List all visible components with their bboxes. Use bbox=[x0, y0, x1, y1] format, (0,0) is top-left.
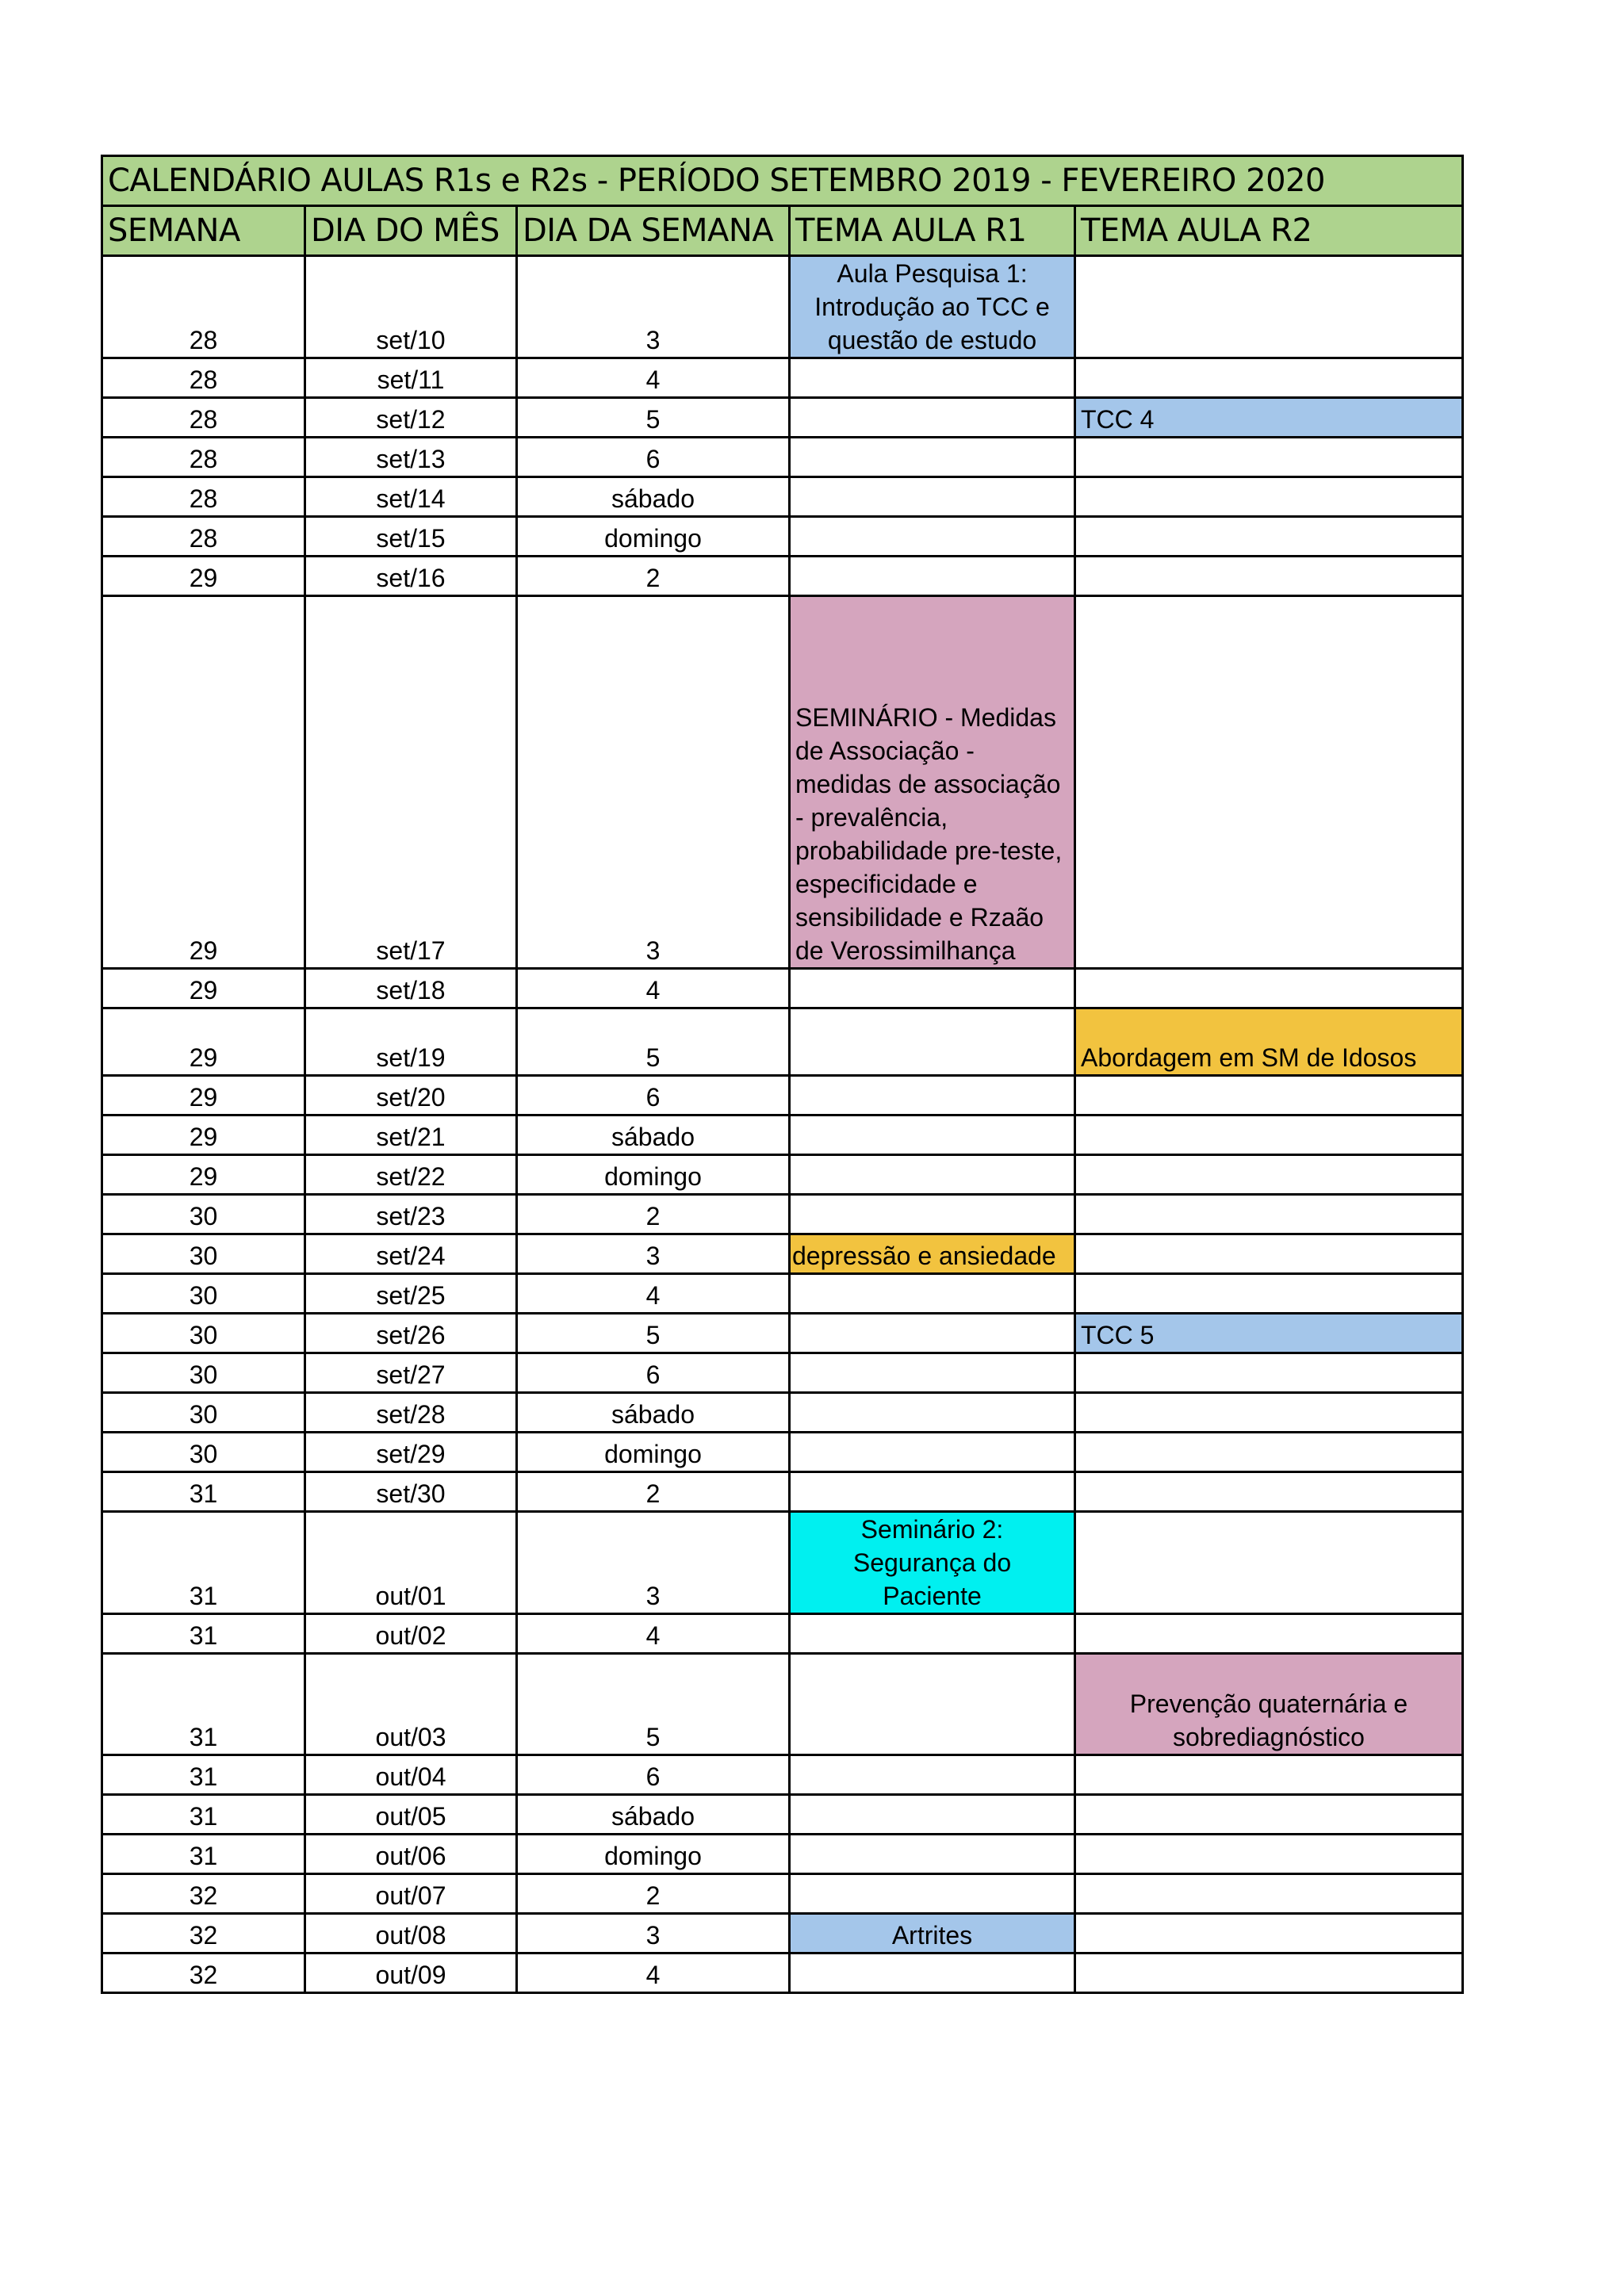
tema-r2-cell bbox=[1075, 1155, 1463, 1195]
tema-r2-cell bbox=[1075, 1195, 1463, 1234]
dia-semana-cell: sábado bbox=[517, 477, 790, 517]
tema-r2-cell bbox=[1075, 477, 1463, 517]
tema-r2-cell bbox=[1075, 1274, 1463, 1314]
table-row bbox=[102, 358, 1463, 398]
dia-mes-cell: set/25 bbox=[305, 1274, 517, 1314]
tema-r1-cell bbox=[790, 398, 1075, 438]
dia-mes-cell: set/14 bbox=[305, 477, 517, 517]
dia-mes-cell: set/21 bbox=[305, 1115, 517, 1155]
table-row bbox=[102, 1835, 1463, 1874]
semana-cell: 31 bbox=[102, 1654, 305, 1755]
tema-r1-cell: Artrites bbox=[790, 1914, 1075, 1954]
dia-semana-cell: sábado bbox=[517, 1795, 790, 1835]
dia-mes-cell: set/22 bbox=[305, 1155, 517, 1195]
tema-r2-cell: Abordagem em SM de Idosos bbox=[1075, 1008, 1463, 1076]
dia-semana-cell: 6 bbox=[517, 1755, 790, 1795]
tema-r1-cell bbox=[790, 477, 1075, 517]
dia-mes-cell: out/03 bbox=[305, 1654, 517, 1755]
tema-r1-cell bbox=[790, 1433, 1075, 1472]
tema-r1-cell bbox=[790, 517, 1075, 557]
dia-semana-cell: domingo bbox=[517, 1433, 790, 1472]
tema-r1-cell bbox=[790, 1314, 1075, 1353]
title-row bbox=[102, 156, 1463, 206]
dia-semana-cell: 2 bbox=[517, 1472, 790, 1512]
dia-semana-cell: sábado bbox=[517, 1393, 790, 1433]
dia-semana-cell: 3 bbox=[517, 1914, 790, 1954]
dia-mes-cell: set/28 bbox=[305, 1393, 517, 1433]
header-dia-da-semana: DIA DA SEMANA bbox=[517, 206, 790, 256]
semana-cell: 29 bbox=[102, 969, 305, 1008]
dia-mes-cell: out/09 bbox=[305, 1954, 517, 1993]
tema-r2-cell bbox=[1075, 1835, 1463, 1874]
tema-r2-cell bbox=[1075, 1353, 1463, 1393]
semana-cell: 31 bbox=[102, 1755, 305, 1795]
dia-semana-cell: 5 bbox=[517, 1654, 790, 1755]
sheet-title: CALENDÁRIO AULAS R1s e R2s - PERÍODO SETEMBRO 2019 - FEVEREIRO 2020 bbox=[102, 156, 1463, 206]
tema-r2-cell bbox=[1075, 557, 1463, 596]
table-row bbox=[102, 557, 1463, 596]
tema-r1-cell bbox=[790, 1795, 1075, 1835]
dia-semana-cell: domingo bbox=[517, 517, 790, 557]
tema-r2-cell bbox=[1075, 256, 1463, 358]
tema-r1-cell bbox=[790, 1008, 1075, 1076]
table-row bbox=[102, 1314, 1463, 1353]
dia-mes-cell: set/10 bbox=[305, 256, 517, 358]
table-row bbox=[102, 1472, 1463, 1512]
table-row bbox=[102, 1393, 1463, 1433]
header-dia-do-mes: DIA DO MÊS bbox=[305, 206, 517, 256]
semana-cell: 31 bbox=[102, 1835, 305, 1874]
tema-r2-cell bbox=[1075, 1755, 1463, 1795]
dia-semana-cell: sábado bbox=[517, 1115, 790, 1155]
semana-cell: 31 bbox=[102, 1512, 305, 1614]
table-row bbox=[102, 1353, 1463, 1393]
dia-mes-cell: set/26 bbox=[305, 1314, 517, 1353]
dia-semana-cell: domingo bbox=[517, 1835, 790, 1874]
tema-r1-cell bbox=[790, 1654, 1075, 1755]
dia-mes-cell: set/17 bbox=[305, 596, 517, 969]
header-tema-r2: TEMA AULA R2 bbox=[1075, 206, 1463, 256]
semana-cell: 31 bbox=[102, 1472, 305, 1512]
semana-cell: 30 bbox=[102, 1433, 305, 1472]
dia-mes-cell: set/18 bbox=[305, 969, 517, 1008]
tema-r2-cell bbox=[1075, 438, 1463, 477]
dia-mes-cell: set/11 bbox=[305, 358, 517, 398]
tema-r2-cell: Prevenção quaternária e sobrediagnóstico bbox=[1075, 1654, 1463, 1755]
semana-cell: 29 bbox=[102, 557, 305, 596]
dia-semana-cell: 4 bbox=[517, 1954, 790, 1993]
tema-r2-cell bbox=[1075, 1795, 1463, 1835]
table-row bbox=[102, 1795, 1463, 1835]
tema-r2-cell bbox=[1075, 1874, 1463, 1914]
table-row bbox=[102, 1914, 1463, 1954]
tema-r1-cell bbox=[790, 1353, 1075, 1393]
tema-r1-cell: depressão e ansiedade bbox=[790, 1234, 1075, 1274]
dia-mes-cell: set/20 bbox=[305, 1076, 517, 1115]
dia-mes-cell: out/05 bbox=[305, 1795, 517, 1835]
table-row bbox=[102, 1755, 1463, 1795]
table-row bbox=[102, 438, 1463, 477]
tema-r1-cell bbox=[790, 358, 1075, 398]
tema-r1-cell: Seminário 2: Segurança do Paciente bbox=[790, 1512, 1075, 1614]
dia-semana-cell: 3 bbox=[517, 1512, 790, 1614]
table-row bbox=[102, 1614, 1463, 1654]
tema-r1-cell bbox=[790, 1076, 1075, 1115]
tema-r1-cell: Aula Pesquisa 1: Introdução ao TCC e questão de estudo bbox=[790, 256, 1075, 358]
semana-cell: 28 bbox=[102, 358, 305, 398]
dia-semana-cell: 2 bbox=[517, 1874, 790, 1914]
tema-r2-cell bbox=[1075, 1472, 1463, 1512]
header-semana: SEMANA bbox=[102, 206, 305, 256]
tema-r2-cell bbox=[1075, 1234, 1463, 1274]
tema-r1-cell bbox=[790, 557, 1075, 596]
tema-r2-cell bbox=[1075, 358, 1463, 398]
dia-semana-cell: 6 bbox=[517, 438, 790, 477]
semana-cell: 30 bbox=[102, 1274, 305, 1314]
tema-r1-cell bbox=[790, 1954, 1075, 1993]
dia-mes-cell: set/27 bbox=[305, 1353, 517, 1393]
table-row bbox=[102, 596, 1463, 969]
dia-semana-cell: 2 bbox=[517, 557, 790, 596]
tema-r2-cell bbox=[1075, 1115, 1463, 1155]
dia-mes-cell: out/02 bbox=[305, 1614, 517, 1654]
header-tema-r1: TEMA AULA R1 bbox=[790, 206, 1075, 256]
table-row bbox=[102, 969, 1463, 1008]
tema-r1-cell bbox=[790, 1195, 1075, 1234]
table-row bbox=[102, 1654, 1463, 1755]
semana-cell: 28 bbox=[102, 256, 305, 358]
tema-r1-cell bbox=[790, 1393, 1075, 1433]
tema-r1-cell bbox=[790, 1755, 1075, 1795]
semana-cell: 32 bbox=[102, 1874, 305, 1914]
semana-cell: 30 bbox=[102, 1393, 305, 1433]
semana-cell: 32 bbox=[102, 1914, 305, 1954]
tema-r2-cell: TCC 4 bbox=[1075, 398, 1463, 438]
table-row bbox=[102, 517, 1463, 557]
table-row bbox=[102, 398, 1463, 438]
table-row bbox=[102, 1155, 1463, 1195]
dia-semana-cell: 6 bbox=[517, 1076, 790, 1115]
table-row bbox=[102, 1008, 1463, 1076]
semana-cell: 29 bbox=[102, 1155, 305, 1195]
semana-cell: 30 bbox=[102, 1353, 305, 1393]
tema-r2-cell bbox=[1075, 969, 1463, 1008]
table-row bbox=[102, 1874, 1463, 1914]
dia-semana-cell: 3 bbox=[517, 256, 790, 358]
dia-mes-cell: set/30 bbox=[305, 1472, 517, 1512]
tema-r1-cell bbox=[790, 1614, 1075, 1654]
dia-semana-cell: 6 bbox=[517, 1353, 790, 1393]
table-row bbox=[102, 1115, 1463, 1155]
semana-cell: 30 bbox=[102, 1195, 305, 1234]
semana-cell: 28 bbox=[102, 517, 305, 557]
dia-semana-cell: 3 bbox=[517, 596, 790, 969]
semana-cell: 31 bbox=[102, 1795, 305, 1835]
dia-semana-cell: 4 bbox=[517, 358, 790, 398]
header-row bbox=[102, 206, 1463, 256]
semana-cell: 28 bbox=[102, 398, 305, 438]
tema-r2-cell bbox=[1075, 1393, 1463, 1433]
semana-cell: 30 bbox=[102, 1314, 305, 1353]
dia-mes-cell: out/07 bbox=[305, 1874, 517, 1914]
tema-r1-cell: SEMINÁRIO - Medidas de Associação - medidas de associação - prevalência, probabilidade pre-teste, especificidade e sensibilidade e Rzaão de Verossimilhança bbox=[790, 596, 1075, 969]
tema-r1-cell bbox=[790, 438, 1075, 477]
tema-r2-cell bbox=[1075, 1954, 1463, 1993]
dia-mes-cell: set/15 bbox=[305, 517, 517, 557]
tema-r1-cell bbox=[790, 1115, 1075, 1155]
dia-semana-cell: 5 bbox=[517, 1008, 790, 1076]
table-row bbox=[102, 1195, 1463, 1234]
tema-r1-cell bbox=[790, 1835, 1075, 1874]
tema-r1-cell bbox=[790, 1274, 1075, 1314]
tema-r1-cell bbox=[790, 969, 1075, 1008]
semana-cell: 28 bbox=[102, 438, 305, 477]
tema-r2-cell bbox=[1075, 1076, 1463, 1115]
tema-r2-cell bbox=[1075, 596, 1463, 969]
dia-semana-cell: 4 bbox=[517, 1614, 790, 1654]
tema-r2-cell: TCC 5 bbox=[1075, 1314, 1463, 1353]
dia-mes-cell: set/16 bbox=[305, 557, 517, 596]
semana-cell: 29 bbox=[102, 1008, 305, 1076]
semana-cell: 29 bbox=[102, 596, 305, 969]
semana-cell: 29 bbox=[102, 1115, 305, 1155]
tema-r1-cell bbox=[790, 1472, 1075, 1512]
dia-mes-cell: set/12 bbox=[305, 398, 517, 438]
dia-semana-cell: 2 bbox=[517, 1195, 790, 1234]
dia-mes-cell: out/01 bbox=[305, 1512, 517, 1614]
table-row bbox=[102, 1433, 1463, 1472]
dia-semana-cell: 4 bbox=[517, 969, 790, 1008]
dia-semana-cell: 5 bbox=[517, 1314, 790, 1353]
semana-cell: 30 bbox=[102, 1234, 305, 1274]
schedule-table bbox=[101, 155, 1464, 1994]
tema-r1-cell bbox=[790, 1874, 1075, 1914]
dia-mes-cell: set/23 bbox=[305, 1195, 517, 1234]
table-row bbox=[102, 1954, 1463, 1993]
tema-r1-cell bbox=[790, 1155, 1075, 1195]
dia-semana-cell: 3 bbox=[517, 1234, 790, 1274]
dia-mes-cell: out/04 bbox=[305, 1755, 517, 1795]
dia-mes-cell: out/08 bbox=[305, 1914, 517, 1954]
table-row bbox=[102, 1512, 1463, 1614]
dia-mes-cell: out/06 bbox=[305, 1835, 517, 1874]
semana-cell: 28 bbox=[102, 477, 305, 517]
table-row bbox=[102, 477, 1463, 517]
table-row bbox=[102, 1274, 1463, 1314]
tema-r2-cell bbox=[1075, 1914, 1463, 1954]
dia-mes-cell: set/29 bbox=[305, 1433, 517, 1472]
table-row bbox=[102, 256, 1463, 358]
dia-semana-cell: domingo bbox=[517, 1155, 790, 1195]
semana-cell: 29 bbox=[102, 1076, 305, 1115]
semana-cell: 32 bbox=[102, 1954, 305, 1993]
semana-cell: 31 bbox=[102, 1614, 305, 1654]
tema-r2-cell bbox=[1075, 1433, 1463, 1472]
tema-r2-cell bbox=[1075, 517, 1463, 557]
table-row bbox=[102, 1234, 1463, 1274]
table-row bbox=[102, 1076, 1463, 1115]
dia-mes-cell: set/24 bbox=[305, 1234, 517, 1274]
tema-r2-cell bbox=[1075, 1614, 1463, 1654]
dia-mes-cell: set/19 bbox=[305, 1008, 517, 1076]
dia-semana-cell: 4 bbox=[517, 1274, 790, 1314]
dia-mes-cell: set/13 bbox=[305, 438, 517, 477]
dia-semana-cell: 5 bbox=[517, 398, 790, 438]
tema-r2-cell bbox=[1075, 1512, 1463, 1614]
